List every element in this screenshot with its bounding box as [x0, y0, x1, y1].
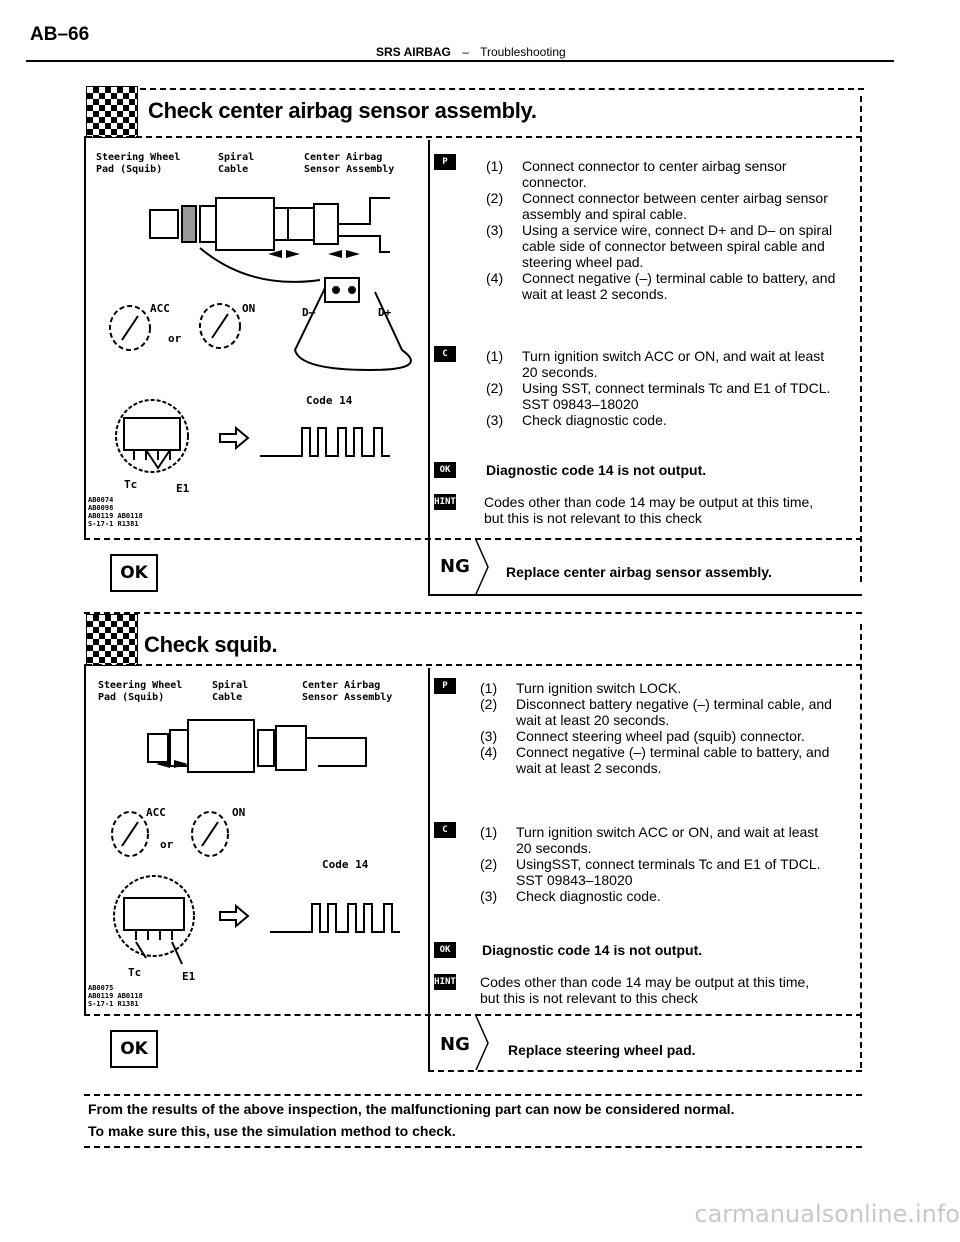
acc-label: ACC — [150, 302, 170, 315]
divider — [86, 664, 862, 666]
check-steps — [486, 348, 836, 428]
ng-box-bottom — [428, 594, 862, 596]
on-label: ON — [232, 806, 246, 819]
connector-diagram-2 — [90, 708, 426, 868]
divider — [140, 88, 864, 90]
code-label: Code 14 — [306, 394, 353, 407]
step-item: (2) Disconnect battery negative (–) terminal cable, and wait at least 20 seconds. — [480, 696, 832, 728]
or-label: or — [168, 332, 182, 345]
chevron-right-icon — [474, 1016, 490, 1070]
hint-text: Codes other than code 14 may be output at this time, but this is not relevant to this check — [484, 494, 814, 526]
prepare-steps — [480, 680, 852, 776]
running-head-section: SRS AIRBAG — [376, 45, 451, 59]
or-label: or — [160, 838, 174, 851]
page-number: AB–66 — [30, 24, 90, 45]
step-item: SST 09843–18020 — [522, 396, 639, 412]
tc-label: Tc — [124, 478, 138, 491]
step-item: (3) Check diagnostic code. — [480, 888, 661, 904]
step-item: (3) Check diagnostic code. — [486, 412, 667, 428]
column-divider — [428, 140, 430, 596]
step-item: (2) Connect connector between center airbag sensor assembly and spiral cable. — [486, 190, 828, 222]
ng-box-bottom — [428, 1070, 862, 1072]
pad-label: Steering Wheel Pad (Squib) — [98, 680, 183, 703]
divider — [84, 1146, 862, 1148]
section-title: Check center airbag sensor assembly. — [148, 98, 537, 123]
header-rule — [26, 60, 894, 62]
conclusion-line: To make sure this, use the simulation method to check. — [88, 1123, 456, 1139]
check-steps — [480, 824, 830, 904]
step-item: (4) Connect negative (–) terminal cable to battery, and wait at least 2 seconds. — [480, 744, 830, 776]
watermark: carmanualsonline.info — [694, 1200, 960, 1228]
running-head — [376, 45, 566, 59]
ng-label: NG — [440, 556, 470, 577]
chevron-right-icon — [474, 540, 490, 594]
ng-label: NG — [440, 1034, 470, 1055]
step-item: SST 09843–18020 — [516, 872, 633, 888]
ng-action: Replace center airbag sensor assembly. — [506, 564, 772, 580]
hint-text: Codes other than code 14 may be output at this time, but this is not relevant to this check — [480, 974, 810, 1006]
ok-result: Diagnostic code 14 is not output. — [486, 462, 707, 478]
step-item: (4) Connect negative (–) terminal cable to battery, and wait at least 2 seconds. — [486, 270, 836, 302]
e1-label: E1 — [182, 970, 196, 982]
ok-tag: OK — [434, 942, 456, 958]
conclusion-line: From the results of the above inspection, the malfunctioning part can now be considered normal. — [88, 1101, 735, 1117]
prepare-tag: P — [434, 154, 456, 170]
hint-tag: HINT — [434, 974, 456, 990]
divider — [84, 1014, 862, 1016]
d-minus-label: D– — [302, 306, 316, 319]
acc-label: ACC — [146, 806, 166, 819]
step-item: (3) Connect steering wheel pad (squib) connector. — [480, 728, 805, 744]
step-item: (1) Turn ignition switch ACC or ON, and wait at least 20 seconds. — [486, 348, 825, 380]
frame-left — [84, 664, 86, 1014]
conclusion-text — [88, 1098, 858, 1142]
frame-right — [860, 96, 864, 582]
step-item: (2) Using SST, connect terminals Tc and E1 of TDCL. — [486, 380, 831, 396]
running-head-subsection: Troubleshooting — [480, 45, 566, 59]
pad-label: Steering Wheel Pad (Squib) — [96, 152, 181, 175]
connector-diagram-1 — [90, 180, 426, 400]
divider — [84, 612, 862, 614]
divider — [84, 538, 862, 540]
code-label: Code 14 — [322, 858, 369, 871]
cable-label: Spiral Cable — [218, 152, 255, 175]
sensor-label: Center Airbag Sensor Assembly — [302, 680, 393, 703]
section-title: Check squib. — [144, 632, 278, 657]
step-flag-icon — [86, 614, 138, 666]
check-tag: C — [434, 346, 456, 362]
ok-result: Diagnostic code 14 is not output. — [482, 942, 703, 958]
ng-action: Replace steering wheel pad. — [508, 1042, 696, 1058]
check-tag: C — [434, 822, 456, 838]
cable-label: Spiral Cable — [212, 680, 249, 703]
sensor-label: Center Airbag Sensor Assembly — [304, 152, 395, 175]
divider — [86, 136, 862, 138]
step-item: (1) Turn ignition switch LOCK. — [480, 680, 682, 696]
figure-ref: AB0074 AB0098 AB0119 AB0118 S-17-1 R1381 — [88, 496, 143, 528]
e1-label: E1 — [176, 482, 190, 495]
step-item: (1) Connect connector to center airbag sensor connector. — [486, 158, 787, 190]
step-item: (2) UsingSST, connect terminals Tc and E1 of TDCL. — [480, 856, 821, 872]
frame-right — [860, 624, 864, 1068]
on-label: ON — [242, 302, 256, 315]
frame-left — [84, 136, 86, 538]
running-head-separator: – — [462, 45, 469, 59]
d-plus-label: D+ — [378, 306, 392, 319]
prepare-tag: P — [434, 678, 456, 694]
step-flag-icon — [86, 86, 138, 138]
hint-tag: HINT — [434, 494, 456, 510]
tdcl-diagram-1 — [90, 390, 426, 500]
step-item: (1) Turn ignition switch ACC or ON, and wait at least 20 seconds. — [480, 824, 819, 856]
ok-badge: OK — [110, 554, 158, 592]
step-item: (3) Using a service wire, connect D+ and D– on spiral cable side of connector between spiral cable and steering wheel pad. — [486, 222, 833, 270]
column-divider — [428, 668, 430, 1070]
prepare-steps — [486, 158, 846, 302]
tdcl-diagram-2 — [90, 852, 426, 982]
tc-label: Tc — [128, 966, 142, 979]
divider — [84, 1094, 862, 1096]
figure-ref: AB0075 AB0119 AB0118 S-17-1 R1381 — [88, 984, 143, 1008]
ok-tag: OK — [434, 462, 456, 478]
ok-badge: OK — [110, 1030, 158, 1068]
